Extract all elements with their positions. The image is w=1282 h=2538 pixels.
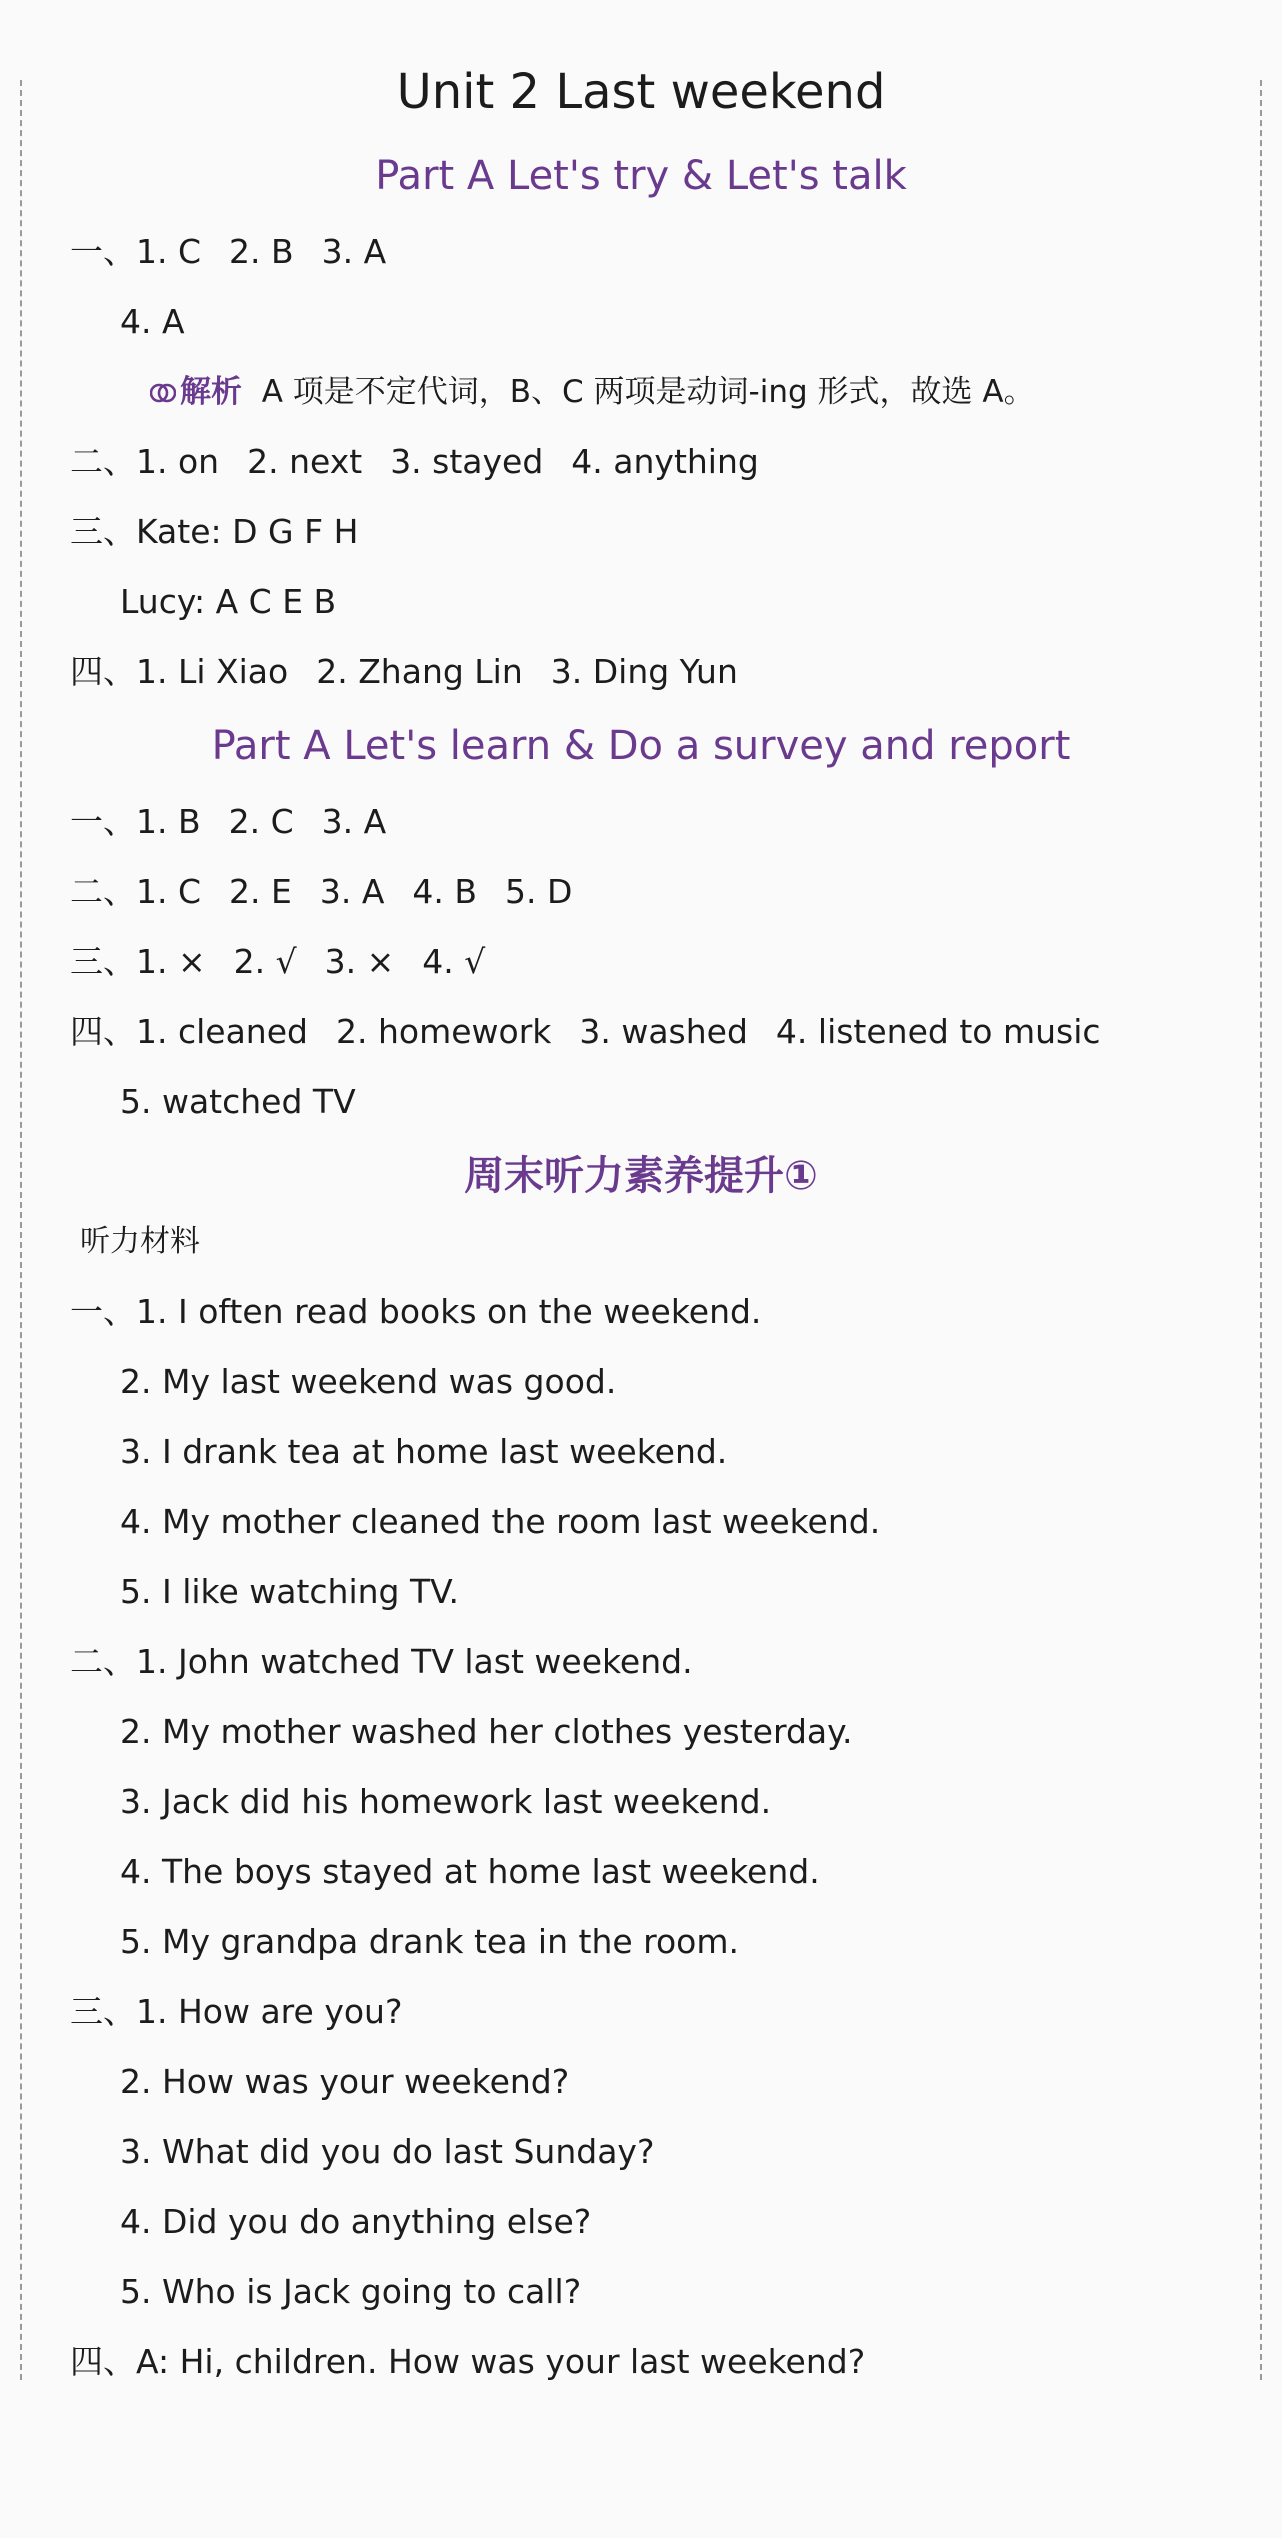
answer-line-8: [70, 1010, 1101, 1054]
answer-item: 4. √: [422, 942, 486, 981]
listening-sentence: 3. What did you do last Sunday?: [120, 2132, 655, 2171]
left-dashed-border: [20, 80, 22, 2380]
listening-sentence: 5. My grandpa drank tea in the room.: [120, 1922, 740, 1961]
answer-line-1b: 4. A: [120, 302, 185, 341]
question-number: 三、: [70, 512, 136, 551]
answer-item: 1. on: [136, 442, 220, 481]
answer-line-1: [70, 230, 386, 274]
answer-item: 1. C: [136, 232, 202, 271]
listening-sentence: 1. How are you?: [136, 1992, 403, 2031]
unit-title: Unit 2 Last weekend: [396, 64, 886, 120]
question-number: 三、: [70, 1992, 136, 2031]
answer-item: 1. cleaned: [136, 1012, 308, 1051]
answer-item: 3. ×: [324, 942, 395, 981]
right-dashed-border: [1260, 80, 1262, 2380]
answer-item: 2. Zhang Lin: [316, 652, 523, 691]
answer-item: 1. C: [136, 872, 202, 911]
answer-item: 3. Ding Yun: [550, 652, 738, 691]
answer-item: 2. B: [229, 232, 294, 271]
answer-item: 2. homework: [335, 1012, 552, 1051]
listening-sentence: 3. I drank tea at home last weekend.: [120, 1432, 728, 1471]
answer-line-7: [70, 940, 485, 984]
question-number: 四、: [70, 652, 136, 691]
answer-item: 1. ×: [136, 942, 206, 981]
answer-item: 1. Li Xiao: [136, 652, 289, 691]
answer-item: Kate: D G F H: [136, 512, 359, 551]
answer-item: 3. A: [321, 232, 387, 271]
listening-sentence: 4. Did you do anything else?: [120, 2202, 592, 2241]
answer-item: 3. A: [319, 872, 385, 911]
question-number: 二、: [70, 1642, 136, 1681]
listening-sentence: 4. My mother cleaned the room last weekend.: [120, 1502, 881, 1541]
answer-item: 2. √: [233, 942, 297, 981]
answer-item: 3. A: [321, 802, 387, 841]
answer-line-4: [70, 650, 738, 694]
listening-sentence: 3. Jack did his homework last weekend.: [120, 1782, 772, 1821]
answer-item: 2. E: [229, 872, 292, 911]
answer-item: 3. washed: [579, 1012, 748, 1051]
listening-line: [70, 1290, 761, 1334]
question-number: 二、: [70, 442, 136, 481]
answer-line-6: [70, 870, 572, 914]
listening-line: [70, 1640, 693, 1684]
question-number: 二、: [70, 872, 136, 911]
answer-item: 4. anything: [571, 442, 759, 481]
listening-sentence: A: Hi, children. How was your last weekend?: [136, 2342, 866, 2381]
answer-line-8b: 5. watched TV: [120, 1082, 356, 1121]
answer-item: 4. listened to music: [775, 1012, 1101, 1051]
question-number: 三、: [70, 942, 136, 981]
listening-sentence: 1. I often read books on the weekend.: [136, 1292, 762, 1331]
answer-line-3: [70, 510, 358, 554]
listening-sentence: 4. The boys stayed at home last weekend.: [120, 1852, 820, 1891]
listening-sentence: 2. My mother washed her clothes yesterday.: [120, 1712, 853, 1751]
section-title-part-a-try-talk: Part A Let's try & Let's talk: [375, 153, 907, 199]
listening-sentence: 1. John watched TV last weekend.: [136, 1642, 693, 1681]
answer-line-2: [70, 440, 759, 484]
listening-sentence: 5. I like watching TV.: [120, 1572, 459, 1611]
analysis-icon: [150, 382, 176, 404]
listening-sentence: 5. Who is Jack going to call?: [120, 2272, 582, 2311]
answer-line-5: [70, 800, 386, 844]
listening-sentence: 2. How was your weekend?: [120, 2062, 570, 2101]
question-number: 四、: [70, 1012, 136, 1051]
section-title-weekend-listening: 周末听力素养提升①: [464, 1153, 818, 1199]
analysis-note: [150, 370, 1035, 414]
answer-item: 3. stayed: [390, 442, 544, 481]
analysis-label: 解析: [180, 374, 242, 410]
listening-material-label: 听力材料: [80, 1224, 200, 1259]
listening-line: [70, 1990, 402, 2034]
listening-line: [70, 2340, 865, 2384]
answer-item: 5. D: [505, 872, 573, 911]
answer-line-3b: Lucy: A C E B: [120, 582, 337, 621]
answer-item: 2. C: [228, 802, 294, 841]
answer-item: 2. next: [247, 442, 363, 481]
question-number: 一、: [70, 802, 136, 841]
question-number: 四、: [70, 2342, 136, 2381]
answer-item: 4. B: [412, 872, 478, 911]
listening-sentence: 2. My last weekend was good.: [120, 1362, 617, 1401]
analysis-text: A 项是不定代词，B、C 两项是动词-ing 形式，故选 A。: [261, 374, 1035, 410]
question-number: 一、: [70, 1292, 136, 1331]
section-title-part-a-learn-survey: Part A Let's learn & Do a survey and report: [211, 723, 1071, 769]
answer-item: 1. B: [136, 802, 201, 841]
question-number: 一、: [70, 232, 136, 271]
